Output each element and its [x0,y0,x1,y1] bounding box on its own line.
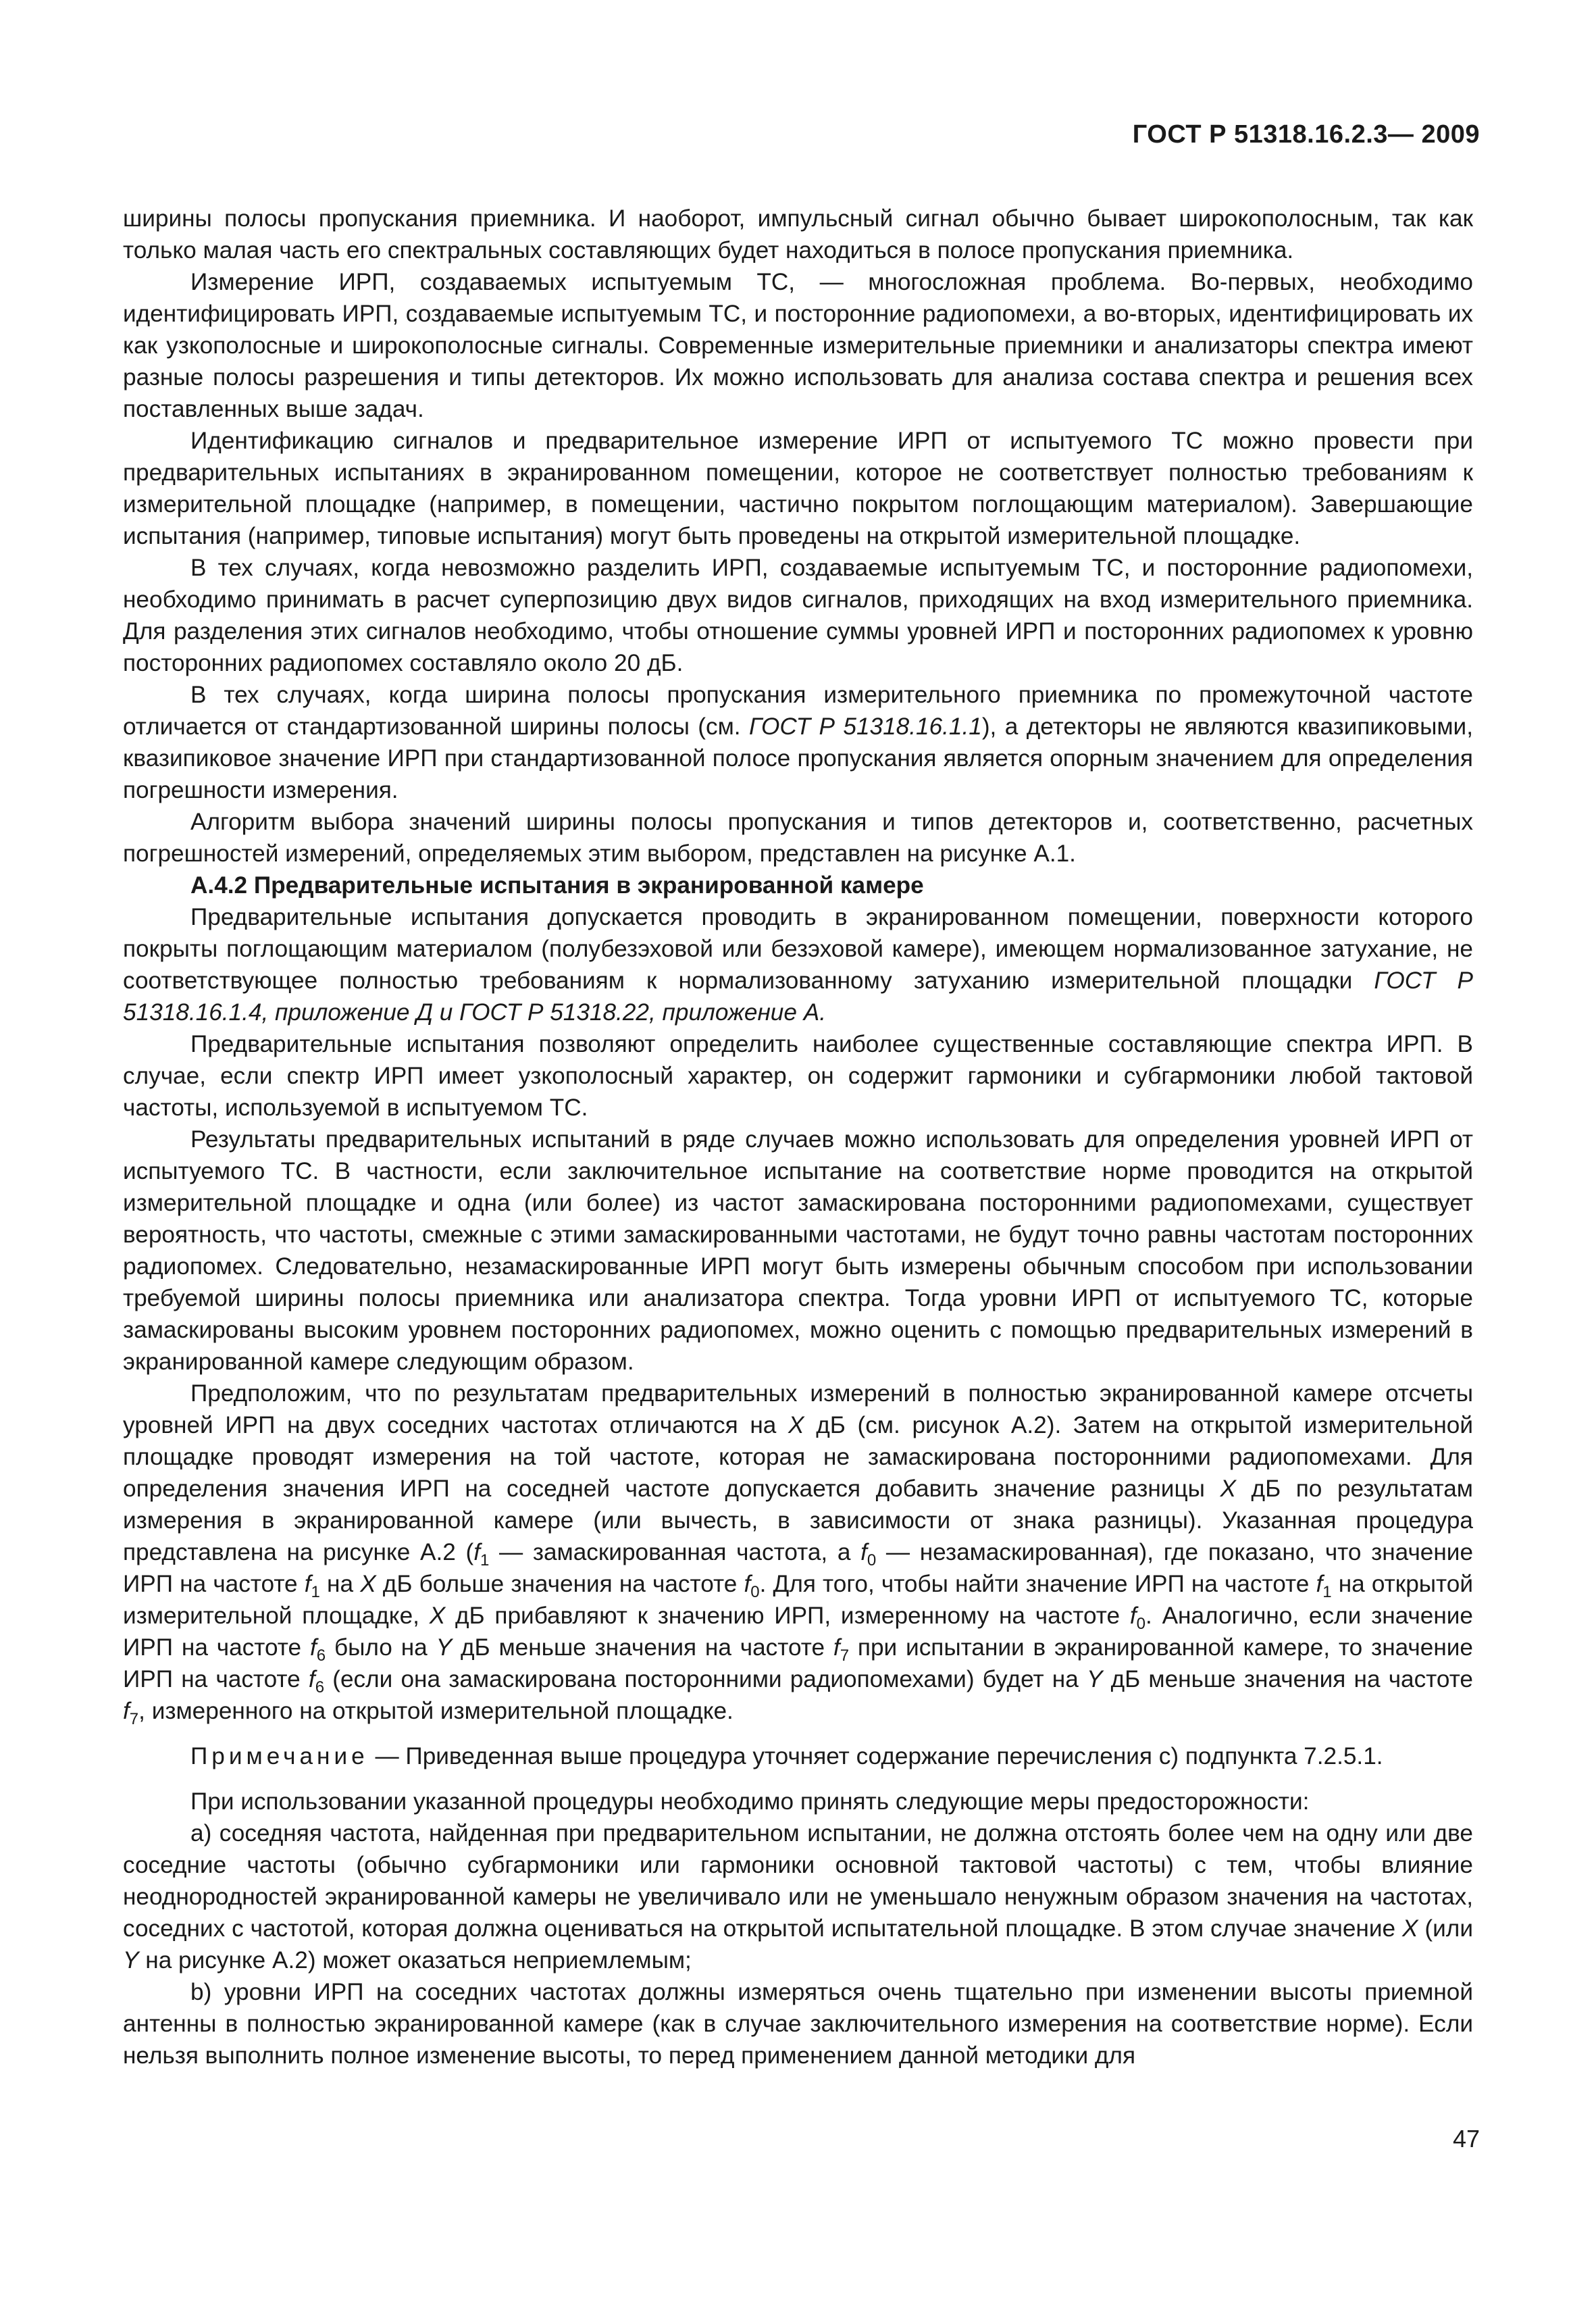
subscript: 6 [315,1678,325,1696]
note-label: Примечание [190,1743,369,1769]
subscript: 0 [1136,1615,1146,1633]
variable: f [1316,1571,1323,1597]
subscript: 7 [129,1710,139,1728]
document-code: ГОСТ Р 51318.16.2.3— 2009 [1132,120,1480,149]
text-run: Предварительные испытания допускается проводить в экранированном помещении, поверхности которого покрыты поглощающим материалом (полубезэховой или безэховой камере), имеющем нормализованное затухание, не соответствующее полностью требованиям к нормализованному затуханию измерительной площадки [123,904,1473,994]
text-run: (или [1418,1915,1473,1942]
subscript: 0 [750,1583,760,1601]
paragraph: Результаты предварительных испытаний в ряде случаев можно использовать для определения уровней ИРП от испытуемого ТС. В частности, если заключительное испытание на соответствие норме проводится на открытой измерительной площадке и одна (или более) из частот замаскирована посторонними радиопомехами, существует вероятность, что частоты, смежные с этими замаскированными частотами, не будут точно равны частотам посторонних радиопомех. Следовательно, незамаскированные ИРП могут быть измерены обычным способом при использовании требуемой ширины полосы приемника или анализатора спектра. Тогда уровни ИРП от испытуемого ТС, которые замаскированы высоким уровнем посторонних радиопомех, можно оценить с помощью предварительных измерений в экранированной камере следующим образом. [123,1126,1473,1375]
subscript: 0 [867,1551,877,1569]
variable: Y [123,1947,139,1973]
paragraph: ширины полосы пропускания приемника. И наоборот, импульсный сигнал обычно бывает широкополосным, так как только малая часть его спектральных составляющих будет находиться в полосе пропускания приемника. [123,205,1473,263]
standard-reference: ГОСТ Р 51318.16.1.4, приложение Д и ГОСТ Р 51318.22, приложение А. [123,967,1473,1026]
text-run: , измеренного на открытой измерительной площадке. [138,1698,733,1724]
variable: f [1129,1603,1137,1629]
variable: X [1220,1476,1236,1502]
text-run: . Аналогично, если значение ИРП на частоте [123,1603,1473,1661]
text-run: (если она замаскирована посторонними радиопомехами) будет на [324,1666,1087,1692]
text-run: было на [326,1634,436,1661]
subscript: 7 [840,1646,850,1665]
text-run: на открытой измерительной площадке, [123,1571,1473,1629]
text-run: на рисунке А.2) может оказаться неприемлемым; [138,1947,692,1973]
variable: X [1402,1915,1418,1942]
text-run: ), а детекторы не являются квазипиковыми, квазипиковое значение ИРП при стандартизованной полосе пропускания является опорным значением для определения погрешности измерения. [123,713,1473,803]
variable: f [860,1539,867,1565]
variable: f [833,1634,840,1661]
text-run: дБ меньше значения на частоте [1102,1666,1473,1692]
page-number: 47 [1452,2125,1480,2153]
standard-reference: ГОСТ Р 51318.16.1.1 [749,713,982,740]
variable: Y [436,1634,453,1661]
variable: X [360,1571,376,1597]
paragraph: Идентификацию сигналов и предварительное измерение ИРП от испытуемого ТС можно провести при предварительных испытаниях в экранированном помещении, которое не соответствует полностью требованиям к измерительной площадке (например, в помещении, частично покрытом поглощающим материалом). Завершающие испытания (например, типовые испытания) могут быть проведены на открытой измерительной площадке. [123,428,1473,549]
text-run: Предположим, что по результатам предварительных измерений в полностью экранированной камере отсчеты уровней ИРП на двух соседних частотах отличаются на [123,1380,1473,1438]
text-run: на [319,1571,361,1597]
text-run: дБ прибавляют к значению ИРП, измеренному на частоте [445,1603,1130,1629]
variable: f [744,1571,751,1597]
subscript: 1 [311,1583,320,1601]
subscript: 6 [316,1646,326,1665]
text-run: — незамаскированная), где показано, что значение ИРП на частоте [123,1539,1474,1597]
note-text: — Приведенная выше процедура уточняет содержание перечисления с) подпункта 7.2.5.1. [368,1743,1383,1769]
paragraph: В тех случаях, когда невозможно разделить ИРП, создаваемые испытуемым ТС, и посторонние радиопомехи, необходимо принимать в расчет суперпозицию двух видов сигналов, приходящих на вход измерительного приемника. Для разделения этих сигналов необходимо, чтобы отношение суммы уровней ИРП и посторонних радиопомех к уровню посторонних радиопомех составляло около 20 дБ. [123,555,1473,676]
text-run: — замаскированная частота, а [489,1539,861,1565]
paragraph [123,901,1473,1028]
paragraph [123,679,1473,806]
variable: f [123,1698,130,1724]
text-run: дБ (см. рисунок А.2). Затем на открытой измерительной площадке проводят измерения на той частоте, которая не замаскирована посторонними радиопомехами. Для определения значения ИРП на соседней частоте допускается добавить значение разницы [123,1412,1473,1502]
variable: f [304,1571,311,1597]
subscript: 1 [480,1551,490,1569]
text-run: дБ меньше значения на частоте [452,1634,833,1661]
list-item [123,1817,1473,1976]
variable: f [309,1634,317,1661]
text-run: дБ по результатам измерения в экранированной камере (или вычесть, в зависимости от знака разницы). Указанная процедура представлена на рисунке А.2 ( [123,1476,1473,1565]
paragraph: Измерение ИРП, создаваемых испытуемым ТС, — многосложная проблема. Во-первых, необходимо идентифицировать ИРП, создаваемые испытуемым ТС, и посторонние радиопомехи, а во-вторых, идентифицировать их как узкополосные и широкополосные сигналы. Современные измерительные приемники и анализаторы спектра имеют разные полосы разрешения и типы детекторов. Их можно использовать для анализа состава спектра и решения всех поставленных выше задач. [123,269,1473,422]
text-run: при испытании в экранированной камере, то значение ИРП на частоте [123,1634,1473,1692]
paragraph [123,1378,1473,1727]
list-item: b) уровни ИРП на соседних частотах должны измеряться очень тщательно при изменении высоты приемной антенны в полностью экранированной камере (как в случае заключительного измерения на соответствие норме). Если нельзя выполнить полное изменение высоты, то перед применением данной методики для [123,1979,1473,2069]
text-run: а) соседняя частота, найденная при предварительном испытании, не должна отстоять более чем на одну или две соседние частоты (обычно субгармоники или гармоники основной тактовой частоты) с тем, чтобы влияние неоднородностей экранированной камеры не увеличивало или не уменьшало ненужным образом значения на частотах, соседних с частотой, которая должна оцениваться на открытой испытательной площадке. В этом случае значение [123,1820,1473,1942]
paragraph: Алгоритм выбора значений ширины полосы пропускания и типов детекторов и, соответственно, расчетных погрешностей измерений, определяемых этим выбором, представлен на рисунке А.1. [123,809,1473,867]
page-body [123,203,1473,2071]
paragraph: Предварительные испытания позволяют определить наиболее существенные составляющие спектра ИРП. В случае, если спектр ИРП имеет узкополосный характер, он содержит гармоники и субгармоники любой тактовой частоты, используемой в испытуемом ТС. [123,1031,1473,1121]
variable: X [429,1603,446,1629]
text-run: дБ больше значения на частоте [376,1571,744,1597]
variable: Y [1086,1666,1103,1692]
paragraph: При использовании указанной процедуры необходимо принять следующие меры предосторожности: [190,1788,1310,1815]
variable: f [473,1539,480,1565]
variable: f [308,1666,315,1692]
section-heading: А.4.2 Предварительные испытания в экранированной камере [190,872,924,899]
text-run: В тех случаях, когда ширина полосы пропускания измерительного приемника по промежуточной частоте отличается от стандартизованной ширины полосы (см. [123,682,1473,740]
subscript: 1 [1322,1583,1332,1601]
note [123,1740,1473,1772]
variable: X [788,1412,804,1438]
text-run: . Для того, чтобы найти значение ИРП на частоте [759,1571,1316,1597]
